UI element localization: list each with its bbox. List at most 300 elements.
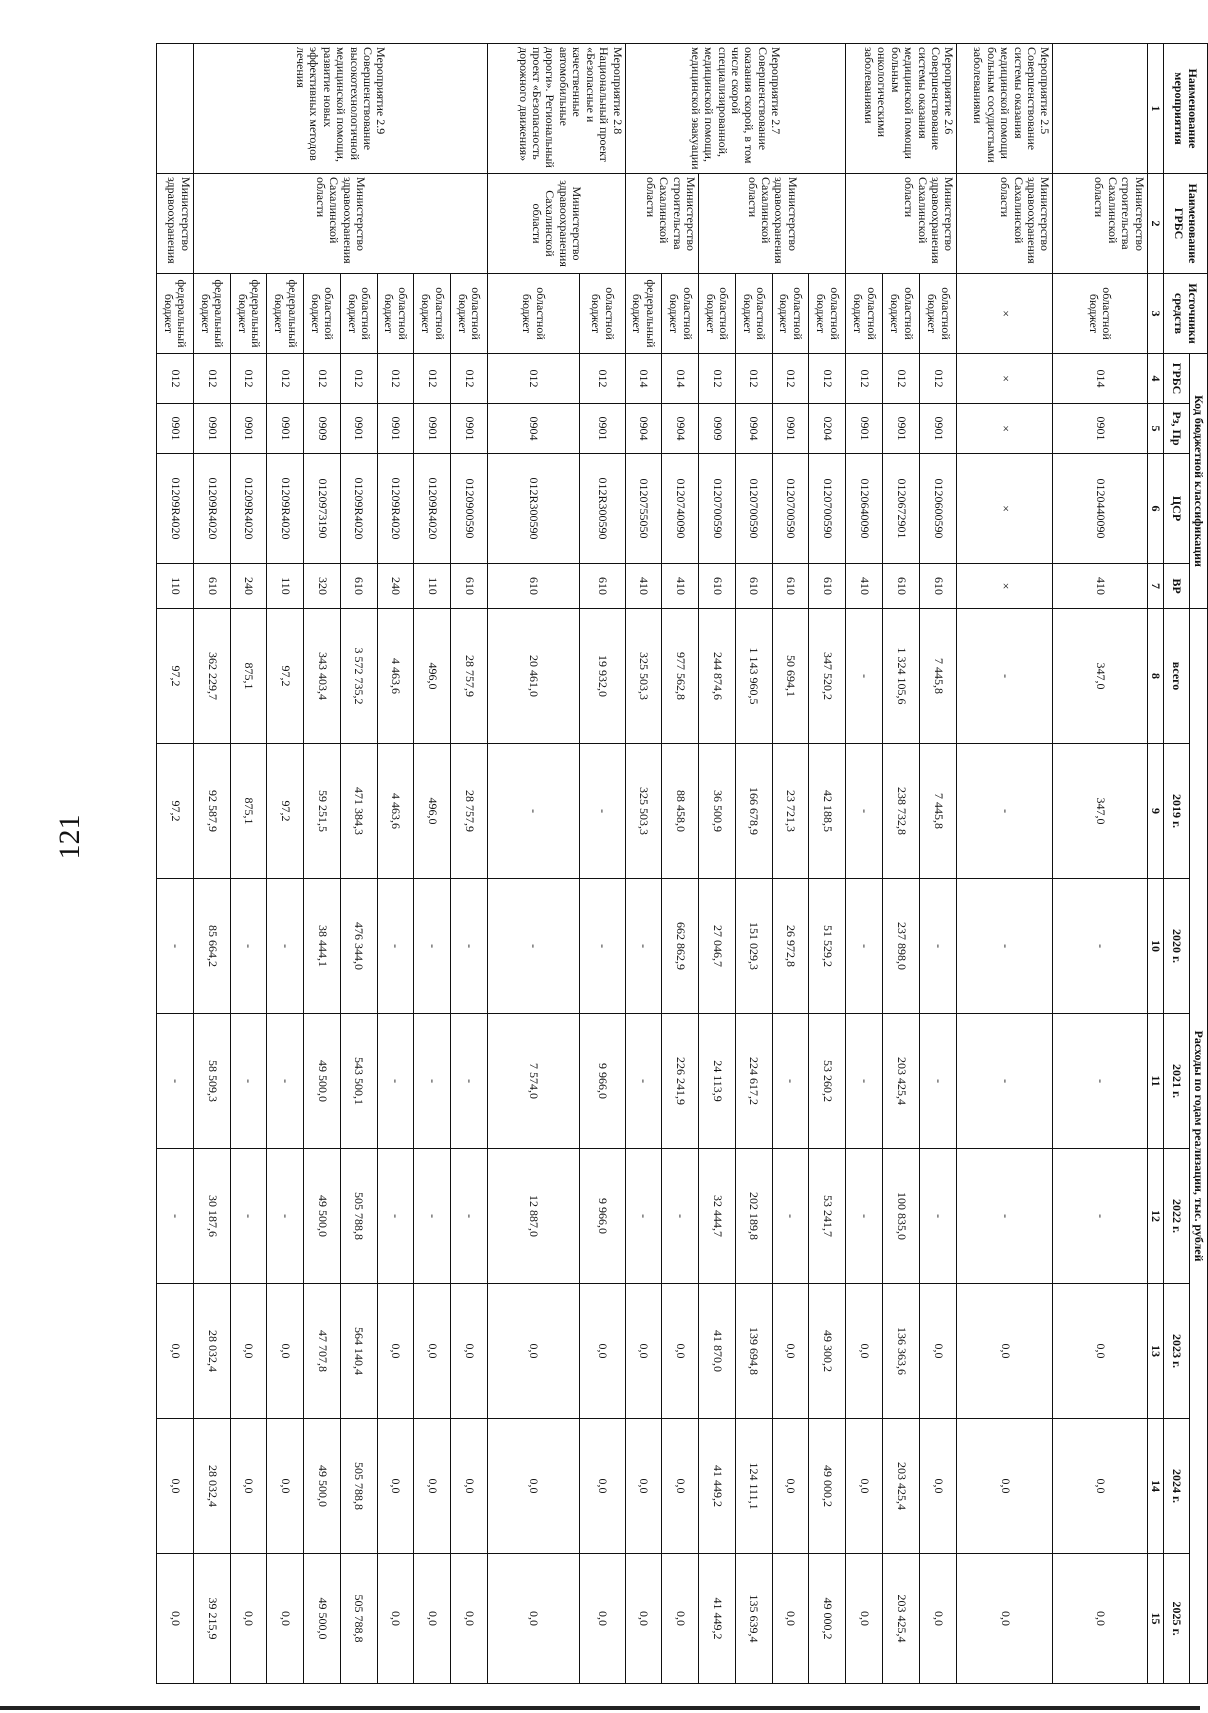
value-2025: 0,0	[230, 1554, 267, 1684]
grbs-name-cell: Министерство здравоохранения Сахалинской области	[487, 174, 625, 274]
value-2025: 0,0	[377, 1554, 414, 1684]
table-row	[772, 44, 809, 1684]
grbs-cell: 012	[193, 354, 230, 404]
vr-cell: 610	[883, 564, 920, 609]
measure-2-7: Мероприятие 2.7 Совершенствование оказания скорой, в том числе скорой специализированной, медицинской помощи, медицинской эвакуации	[625, 44, 845, 174]
value-2021: -	[451, 1014, 488, 1149]
grbs-cell: 014	[662, 354, 699, 404]
col-number: 4	[1147, 354, 1163, 404]
rzpr-cell: 0901	[883, 404, 920, 454]
measure-2-6: Мероприятие 2.6 Совершенствование системы оказания медицинской помощи больным онкологическими заболеваниями	[845, 44, 956, 174]
value-2021: 543 500,1	[340, 1014, 377, 1149]
value-2023: 0,0	[625, 1284, 662, 1419]
header-measure: Наименование мероприятия	[1164, 44, 1208, 174]
source-cell: федеральный бюджет	[230, 274, 267, 354]
grbs-cell: 012	[304, 354, 341, 404]
value-2025: 203 425,4	[883, 1554, 920, 1684]
value-2025: 0,0	[414, 1554, 451, 1684]
value-2019: 97,2	[157, 744, 194, 879]
col-number: 1	[1147, 44, 1163, 174]
value-2019: -	[957, 744, 1053, 879]
value-2019: 23 721,3	[772, 744, 809, 879]
value-2020: -	[579, 879, 625, 1014]
grbs-cell: 012	[845, 354, 882, 404]
total-cell: 97,2	[267, 609, 304, 744]
csr-cell: 012R300590	[487, 454, 579, 564]
grbs-cell: ×	[957, 354, 1053, 404]
header-2024: 2024 г.	[1164, 1419, 1190, 1554]
vr-cell: ×	[957, 564, 1053, 609]
csr-cell: 0120640090	[845, 454, 882, 564]
value-2021: 58 509,3	[193, 1014, 230, 1149]
value-2025: 505 788,8	[340, 1554, 377, 1684]
value-2022: -	[662, 1149, 699, 1284]
value-2024: 0,0	[267, 1419, 304, 1554]
table-row	[451, 44, 488, 1684]
vr-cell: 610	[809, 564, 846, 609]
vr-cell: 610	[487, 564, 579, 609]
header-code-group: Код бюджетной классификации	[1190, 354, 1208, 609]
value-2023: 49 300,2	[809, 1284, 846, 1419]
measure-2-5: Мероприятие 2.5 Совершенствование системы оказания медицинской помощи больным сосудистыми заболеваниями	[957, 44, 1053, 174]
value-2025: 0,0	[1053, 1554, 1147, 1684]
value-2019: 496,0	[414, 744, 451, 879]
grbs-cell: 012	[267, 354, 304, 404]
source-cell: федеральный бюджет	[625, 274, 662, 354]
value-2020: -	[267, 879, 304, 1014]
grbs-cell: 012	[414, 354, 451, 404]
rzpr-cell: 0901	[772, 404, 809, 454]
value-2021: 203 425,4	[883, 1014, 920, 1149]
rzpr-cell: 0901	[579, 404, 625, 454]
grbs-name-cell: Министерство здравоохранения Сахалинской области	[699, 174, 846, 274]
value-2019: 875,1	[230, 744, 267, 879]
value-2019: 4 463,6	[377, 744, 414, 879]
grbs-cell: 012	[230, 354, 267, 404]
grbs-name-cell: Министерство здравоохранения Сахалинской области	[845, 174, 956, 274]
grbs-cell: 012	[920, 354, 957, 404]
col-number: 6	[1147, 454, 1163, 564]
value-2025: 0,0	[957, 1554, 1053, 1684]
value-2022: 49 500,0	[304, 1149, 341, 1284]
header-2021: 2021 г.	[1164, 1014, 1190, 1149]
value-2024: 0,0	[625, 1419, 662, 1554]
header-sources: Источники средств	[1164, 274, 1208, 354]
rzpr-cell: 0904	[662, 404, 699, 454]
csr-cell: 01209R4020	[267, 454, 304, 564]
value-2025: 0,0	[845, 1554, 882, 1684]
header-grbs: ГРБС	[1164, 354, 1190, 404]
total-cell: 3 572 735,2	[340, 609, 377, 744]
grbs-cell: 012	[699, 354, 736, 404]
grbs-cell: 012	[340, 354, 377, 404]
value-2025: 0,0	[579, 1554, 625, 1684]
csr-cell: 0120700590	[809, 454, 846, 564]
value-2022: 100 835,0	[883, 1149, 920, 1284]
grbs-cell: 012	[735, 354, 772, 404]
total-cell: 97,2	[157, 609, 194, 744]
total-cell: 7 445,8	[920, 609, 957, 744]
value-2025: 41 449,2	[699, 1554, 736, 1684]
vr-cell: 610	[579, 564, 625, 609]
value-2019: 92 587,9	[193, 744, 230, 879]
csr-cell: 0120900590	[451, 454, 488, 564]
source-cell: областной бюджет	[845, 274, 882, 354]
vr-cell: 320	[304, 564, 341, 609]
table-row	[883, 44, 920, 1684]
total-cell: 875,1	[230, 609, 267, 744]
source-cell: областной бюджет	[1053, 274, 1147, 354]
header-grbs-name: Наименование ГРБС	[1164, 174, 1208, 274]
rzpr-cell: 0904	[625, 404, 662, 454]
value-2020: 51 529,2	[809, 879, 846, 1014]
csr-cell: 0120973190	[304, 454, 341, 564]
value-2020: -	[1053, 879, 1147, 1014]
value-2025: 49 000,2	[809, 1554, 846, 1684]
table-row	[157, 44, 194, 1684]
csr-cell: 0120700590	[735, 454, 772, 564]
value-2024: 0,0	[662, 1419, 699, 1554]
vr-cell: 410	[625, 564, 662, 609]
value-2025: 49 500,0	[304, 1554, 341, 1684]
measure-2-8: Мероприятие 2.8 Национальный проект «Безопасные и качественные автомобильные дороги». Региональный проект «Безопасность дорожного движения»	[487, 44, 625, 174]
value-2024: 0,0	[957, 1419, 1053, 1554]
table-row	[809, 44, 846, 1684]
value-2021: 53 260,2	[809, 1014, 846, 1149]
total-cell: 20 461,0	[487, 609, 579, 744]
table-row	[845, 44, 882, 1684]
csr-cell: 012R300590	[579, 454, 625, 564]
grbs-name-cell: Министерство строительства Сахалинской области	[625, 174, 698, 274]
value-2023: 136 363,6	[883, 1284, 920, 1419]
vr-cell: 610	[735, 564, 772, 609]
value-2024: 505 788,8	[340, 1419, 377, 1554]
value-2025: 0,0	[920, 1554, 957, 1684]
vr-cell: 240	[230, 564, 267, 609]
value-2022: 202 189,8	[735, 1149, 772, 1284]
value-2022: -	[267, 1149, 304, 1284]
rzpr-cell: 0904	[487, 404, 579, 454]
source-cell: областной бюджет	[451, 274, 488, 354]
csr-cell: 0120740090	[662, 454, 699, 564]
csr-cell: 01209R4020	[157, 454, 194, 564]
value-2022: 9 966,0	[579, 1149, 625, 1284]
value-2021: -	[1053, 1014, 1147, 1149]
csr-cell: 01209R4020	[340, 454, 377, 564]
value-2022: -	[230, 1149, 267, 1284]
value-2021: 226 241,9	[662, 1014, 699, 1149]
value-2024: 0,0	[230, 1419, 267, 1554]
value-2023: 41 870,0	[699, 1284, 736, 1419]
grbs-cell: 012	[487, 354, 579, 404]
value-2025: 39 215,9	[193, 1554, 230, 1684]
col-number: 5	[1147, 404, 1163, 454]
rzpr-cell: 0909	[304, 404, 341, 454]
value-2021: 7 574,0	[487, 1014, 579, 1149]
value-2020: 476 344,0	[340, 879, 377, 1014]
vr-cell: 410	[845, 564, 882, 609]
rzpr-cell: 0901	[340, 404, 377, 454]
value-2024: 0,0	[377, 1419, 414, 1554]
source-cell: областной бюджет	[414, 274, 451, 354]
vr-cell: 610	[772, 564, 809, 609]
value-2024: 0,0	[1053, 1419, 1147, 1554]
col-number: 7	[1147, 564, 1163, 609]
value-2020: 151 029,3	[735, 879, 772, 1014]
value-2019: 88 458,0	[662, 744, 699, 879]
rzpr-cell: 0901	[845, 404, 882, 454]
value-2019: 166 678,9	[735, 744, 772, 879]
vr-cell: 240	[377, 564, 414, 609]
value-2023: 0,0	[414, 1284, 451, 1419]
value-2020: -	[230, 879, 267, 1014]
table-row	[735, 44, 772, 1684]
grbs-cell: 014	[625, 354, 662, 404]
header-expenses-group: Расходы по годам реализации, тыс. рублей	[1190, 609, 1208, 1684]
value-2023: 0,0	[772, 1284, 809, 1419]
value-2022: -	[957, 1149, 1053, 1284]
rzpr-cell: 0901	[157, 404, 194, 454]
table-row	[625, 44, 662, 1684]
value-2019: 238 732,8	[883, 744, 920, 879]
value-2024: 0,0	[772, 1419, 809, 1554]
col-number: 10	[1147, 879, 1163, 1014]
total-cell: 50 694,1	[772, 609, 809, 744]
vr-cell: 110	[414, 564, 451, 609]
value-2019: -	[487, 744, 579, 879]
csr-cell: 0120672901	[883, 454, 920, 564]
header-csr: ЦСР	[1164, 454, 1190, 564]
rzpr-cell: 0901	[377, 404, 414, 454]
bottom-edge-rule	[0, 1706, 1200, 1710]
total-cell: 347 520,2	[809, 609, 846, 744]
value-2021: -	[230, 1014, 267, 1149]
value-2023: 564 140,4	[340, 1284, 377, 1419]
col-number: 11	[1147, 1014, 1163, 1149]
value-2019: 36 500,9	[699, 744, 736, 879]
csr-cell: 0120700590	[772, 454, 809, 564]
source-cell: областной бюджет	[883, 274, 920, 354]
total-cell: -	[957, 609, 1053, 744]
value-2021: 49 500,0	[304, 1014, 341, 1149]
value-2019: 42 188,5	[809, 744, 846, 879]
rzpr-cell: 0901	[920, 404, 957, 454]
rzpr-cell: 0904	[735, 404, 772, 454]
value-2024: 124 111,1	[735, 1419, 772, 1554]
total-cell: -	[845, 609, 882, 744]
value-2021: 224 617,2	[735, 1014, 772, 1149]
csr-cell: 01209R4020	[230, 454, 267, 564]
value-2021: 24 113,9	[699, 1014, 736, 1149]
value-2025: 0,0	[662, 1554, 699, 1684]
col-number: 9	[1147, 744, 1163, 879]
value-2023: 0,0	[845, 1284, 882, 1419]
value-2019: -	[845, 744, 882, 879]
total-cell: 343 403,4	[304, 609, 341, 744]
value-2024: 0,0	[579, 1419, 625, 1554]
value-2019: 59 251,5	[304, 744, 341, 879]
table-row	[230, 44, 267, 1684]
grbs-cell: 014	[1053, 354, 1147, 404]
vr-cell: 110	[157, 564, 194, 609]
value-2019: 347,0	[1053, 744, 1147, 879]
table-row	[193, 44, 230, 1684]
rzpr-cell: 0901	[193, 404, 230, 454]
value-2024: 0,0	[451, 1419, 488, 1554]
total-cell: 325 503,3	[625, 609, 662, 744]
value-2023: 0,0	[957, 1284, 1053, 1419]
table-row	[304, 44, 341, 1684]
csr-cell: 01209R4020	[414, 454, 451, 564]
source-cell: областной бюджет	[920, 274, 957, 354]
value-2020: -	[845, 879, 882, 1014]
value-2019: 325 503,3	[625, 744, 662, 879]
table-row	[662, 44, 699, 1684]
grbs-cell: 012	[451, 354, 488, 404]
value-2021: 9 966,0	[579, 1014, 625, 1149]
value-2024: 41 449,2	[699, 1419, 736, 1554]
col-number: 14	[1147, 1419, 1163, 1554]
source-cell: областной бюджет	[662, 274, 699, 354]
rzpr-cell: 0901	[267, 404, 304, 454]
csr-cell: 01209R4020	[377, 454, 414, 564]
source-cell: федеральный бюджет	[193, 274, 230, 354]
csr-cell: ×	[957, 454, 1053, 564]
value-2020: -	[625, 879, 662, 1014]
value-2020: 26 972,8	[772, 879, 809, 1014]
value-2023: 0,0	[267, 1284, 304, 1419]
value-2019: 471 384,3	[340, 744, 377, 879]
value-2024: 0,0	[845, 1419, 882, 1554]
vr-cell: 610	[920, 564, 957, 609]
rzpr-cell: 0901	[451, 404, 488, 454]
vr-cell: 610	[451, 564, 488, 609]
table-row	[957, 44, 1053, 1684]
header-rzpr: Рз, Пр	[1164, 404, 1190, 454]
value-2024: 49 500,0	[304, 1419, 341, 1554]
value-2023: 0,0	[1053, 1284, 1147, 1419]
measure-2-9: Мероприятие 2.9 Совершенствование высокотехнологичной медицинской помощи, развитие новых эффективных методов лечения	[193, 44, 487, 174]
value-2021: -	[772, 1014, 809, 1149]
value-2024: 0,0	[487, 1419, 579, 1554]
value-2020: -	[957, 879, 1053, 1014]
table-container	[158, 43, 1208, 1683]
col-number: 12	[1147, 1149, 1163, 1284]
rzpr-cell: 0204	[809, 404, 846, 454]
value-2025: 135 639,4	[735, 1554, 772, 1684]
value-2024: 0,0	[920, 1419, 957, 1554]
table-row	[414, 44, 451, 1684]
col-number: 15	[1147, 1554, 1163, 1684]
col-number: 3	[1147, 274, 1163, 354]
value-2022: -	[920, 1149, 957, 1284]
grbs-cell: 012	[809, 354, 846, 404]
vr-cell: 610	[699, 564, 736, 609]
value-2020: 237 898,0	[883, 879, 920, 1014]
value-2020: -	[157, 879, 194, 1014]
header-2022: 2022 г.	[1164, 1149, 1190, 1284]
total-cell: 362 229,7	[193, 609, 230, 744]
header-total: всего	[1164, 609, 1190, 744]
value-2022: 12 887,0	[487, 1149, 579, 1284]
value-2022: -	[772, 1149, 809, 1284]
page-number: 121	[53, 814, 86, 860]
value-2025: 0,0	[625, 1554, 662, 1684]
value-2020: 38 444,1	[304, 879, 341, 1014]
value-2025: 0,0	[772, 1554, 809, 1684]
grbs-cell: 012	[157, 354, 194, 404]
header-2023: 2023 г.	[1164, 1284, 1190, 1419]
value-2023: 0,0	[451, 1284, 488, 1419]
value-2022: 30 187,6	[193, 1149, 230, 1284]
source-cell: ×	[957, 274, 1053, 354]
header-vr: ВР	[1164, 564, 1190, 609]
value-2020: 662 862,9	[662, 879, 699, 1014]
table-row	[920, 44, 957, 1684]
value-2023: 0,0	[920, 1284, 957, 1419]
csr-cell: 0120600590	[920, 454, 957, 564]
value-2021: -	[957, 1014, 1053, 1149]
total-cell: 347,0	[1053, 609, 1147, 744]
value-2023: 47 707,8	[304, 1284, 341, 1419]
value-2020: -	[487, 879, 579, 1014]
value-2023: 0,0	[579, 1284, 625, 1419]
col-number: 8	[1147, 609, 1163, 744]
value-2021: -	[267, 1014, 304, 1149]
value-2025: 0,0	[487, 1554, 579, 1684]
table-row	[699, 44, 736, 1684]
value-2025: 0,0	[451, 1554, 488, 1684]
total-cell: 496,0	[414, 609, 451, 744]
value-2022: -	[451, 1149, 488, 1284]
value-2024: 203 425,4	[883, 1419, 920, 1554]
rzpr-cell: 0909	[699, 404, 736, 454]
value-2022: 505 788,8	[340, 1149, 377, 1284]
total-cell: 1 143 960,5	[735, 609, 772, 744]
value-2021: -	[377, 1014, 414, 1149]
total-cell: 28 757,9	[451, 609, 488, 744]
budget-table	[156, 43, 1208, 1684]
value-2023: 28 032,4	[193, 1284, 230, 1419]
table-row	[579, 44, 625, 1684]
rzpr-cell: 0901	[230, 404, 267, 454]
source-cell: областной бюджет	[699, 274, 736, 354]
source-cell: областной бюджет	[377, 274, 414, 354]
grbs-name-cell: Министерство здравоохранения Сахалинской области	[957, 174, 1053, 274]
table-row	[267, 44, 304, 1684]
total-cell: 19 932,0	[579, 609, 625, 744]
vr-cell: 410	[1053, 564, 1147, 609]
source-cell: федеральный бюджет	[157, 274, 194, 354]
value-2021: -	[920, 1014, 957, 1149]
grbs-name-cell: Министерство здравоохранения	[157, 174, 194, 274]
total-cell: 4 463,6	[377, 609, 414, 744]
vr-cell: 110	[267, 564, 304, 609]
value-2020: -	[920, 879, 957, 1014]
value-2020: -	[414, 879, 451, 1014]
value-2019: 7 445,8	[920, 744, 957, 879]
source-cell: областной бюджет	[772, 274, 809, 354]
grbs-cell: 012	[772, 354, 809, 404]
value-2024: 0,0	[414, 1419, 451, 1554]
value-2024: 49 000,2	[809, 1419, 846, 1554]
total-cell: 977 562,8	[662, 609, 699, 744]
vr-cell: 610	[193, 564, 230, 609]
table-row	[377, 44, 414, 1684]
source-cell: областной бюджет	[809, 274, 846, 354]
value-2022: -	[845, 1149, 882, 1284]
value-2021: -	[414, 1014, 451, 1149]
